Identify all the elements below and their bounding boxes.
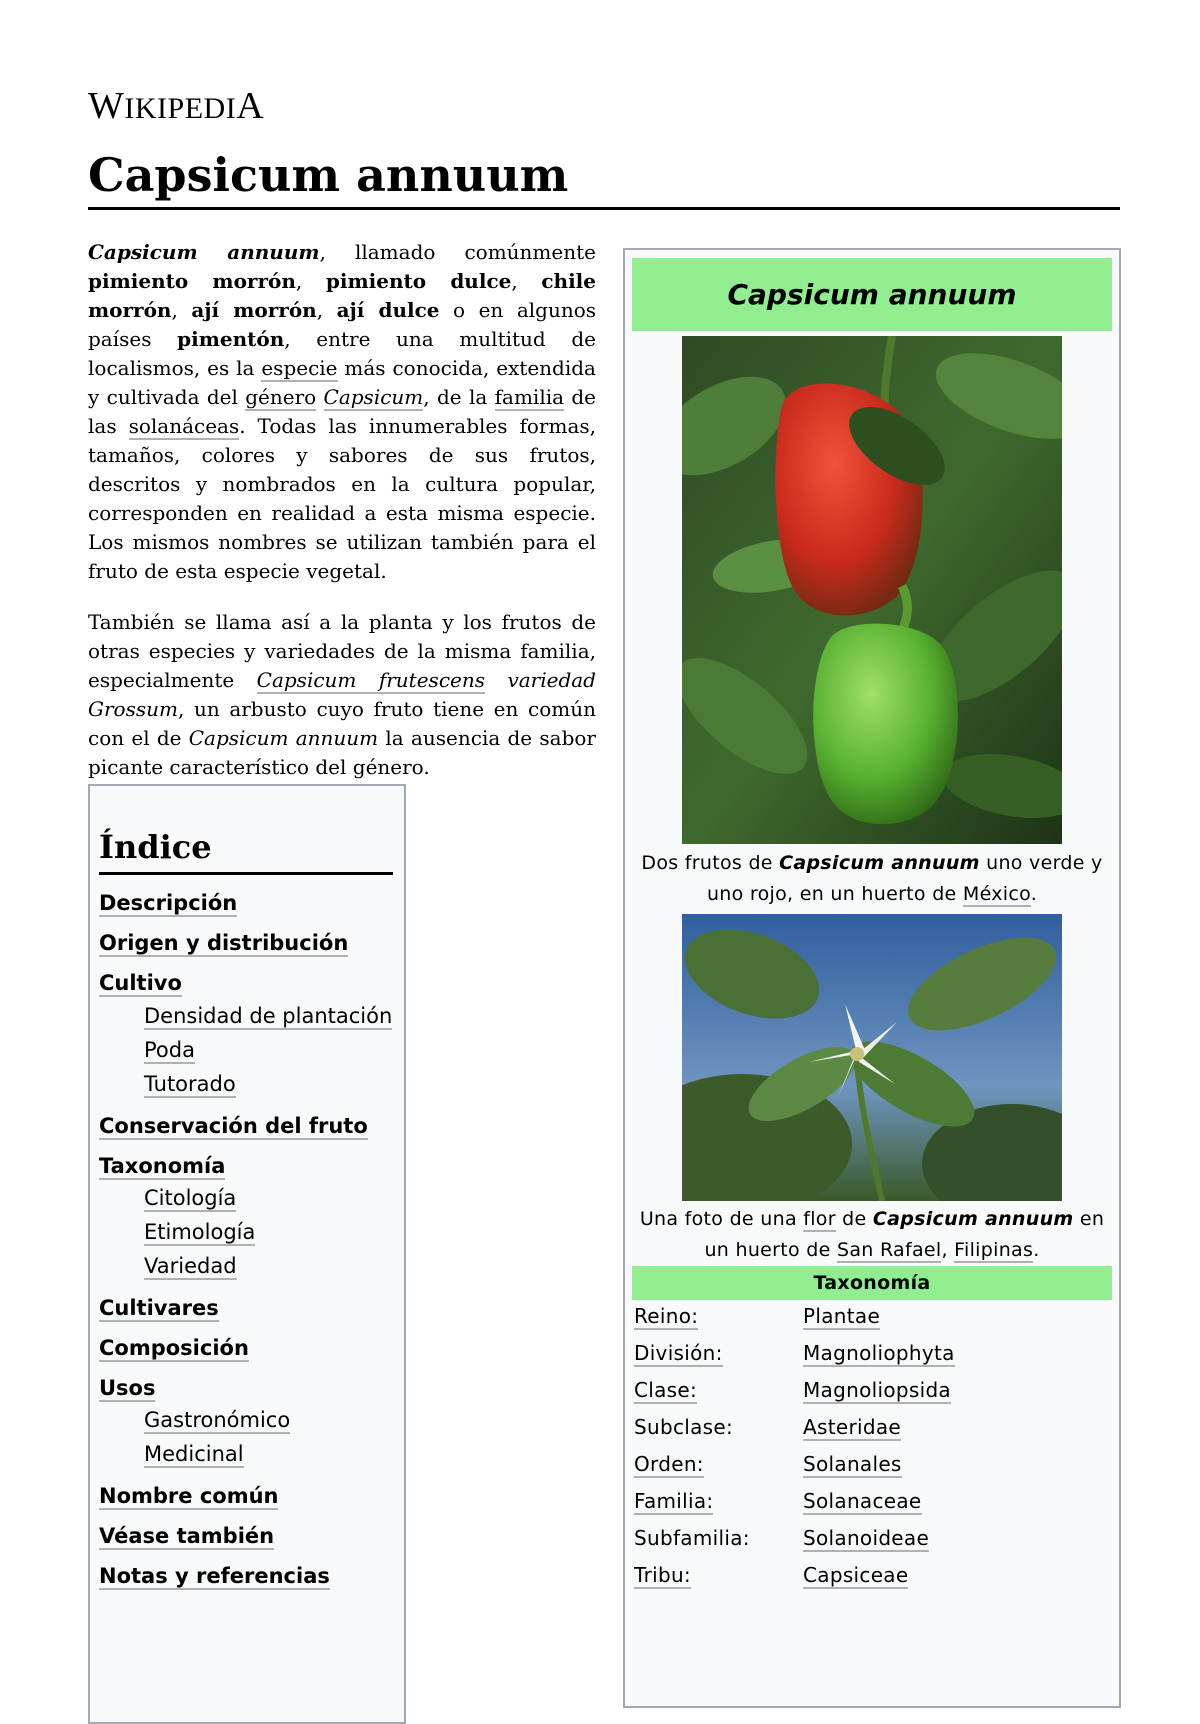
taxonomy-header: Taxonomía <box>632 1266 1112 1300</box>
link-capsicum-frutescens[interactable]: Capsicum frutescens <box>256 668 485 692</box>
toc-item-usos[interactable]: Usos <box>99 1376 156 1400</box>
toc-item-notas-y-referencias[interactable]: Notas y referencias <box>99 1564 330 1588</box>
taxonomy-rank-label: Subfamilia: <box>634 1526 750 1550</box>
taxonomy-value-link[interactable]: Solanoideae <box>803 1526 930 1550</box>
toc-item-variedad[interactable]: Variedad <box>144 1254 237 1278</box>
photo-caption-flower: Una foto de una flor de Capsicum annuum en un huerto de San Rafael, Filipinas. <box>639 1208 1105 1261</box>
toc-item-taxonomia[interactable]: Taxonomía <box>99 1154 226 1178</box>
taxonomy-rank-link[interactable]: División: <box>634 1341 723 1365</box>
link-filipinas[interactable]: Filipinas <box>954 1239 1034 1261</box>
article-lead <box>88 238 596 804</box>
taxonomy-value-link[interactable]: Solanales <box>803 1452 902 1476</box>
toc-item-densidad-de-plantacion[interactable]: Densidad de plantación <box>144 1004 393 1028</box>
lead-paragraph-1: Capsicum annuum, llamado comúnmente pimiento morrón, pimiento dulce, chile morrón, ají morrón, ají dulce o en algunos países pimentón, entre una multitud de localismos, es la especie más conocida, extendida y cultivada del género Capsicum, de la familia de las solanáceas. Todas las innumerables formas, tamaños, colores y sabores de sus frutos, descritos y nombrados en la cultura popular, corresponden en realidad a esta misma especie. Los mismos nombres se utilizan también para el fruto de esta especie vegetal. <box>88 240 597 583</box>
link-mexico[interactable]: México <box>962 883 1031 905</box>
toc-divider <box>99 872 393 875</box>
taxonomy-value-link[interactable]: Plantae <box>803 1304 881 1328</box>
taxonomy-rank-link[interactable]: Familia: <box>634 1489 714 1513</box>
taxonomy-value-link[interactable]: Capsiceae <box>803 1563 909 1587</box>
link-familia[interactable]: familia <box>494 385 565 409</box>
page-title: Capsicum annuum <box>88 148 569 202</box>
taxonomy-value-link[interactable]: Magnoliophyta <box>803 1341 955 1365</box>
toc-item-cultivares[interactable]: Cultivares <box>99 1296 219 1320</box>
toc-item-vease-tambien[interactable]: Véase también <box>99 1524 275 1548</box>
taxonomy-rank-link[interactable]: Orden: <box>634 1452 704 1476</box>
toc-item-gastronomico[interactable]: Gastronómico <box>144 1408 291 1432</box>
toc-item-origen-y-distribucion[interactable]: Origen y distribución <box>99 931 349 955</box>
title-divider <box>88 207 1120 210</box>
taxonomy-value-link[interactable]: Magnoliopsida <box>803 1378 951 1402</box>
table-of-contents <box>88 784 406 1724</box>
species-infobox <box>623 248 1121 1708</box>
taxonomy-value-link[interactable]: Asteridae <box>803 1415 901 1439</box>
toc-title: Índice <box>99 828 212 866</box>
taxonomy-rank-link[interactable]: Reino: <box>634 1304 699 1328</box>
toc-item-cultivo[interactable]: Cultivo <box>99 971 182 995</box>
toc-item-nombre-comun[interactable]: Nombre común <box>99 1484 279 1508</box>
toc-item-medicinal[interactable]: Medicinal <box>144 1442 244 1466</box>
link-genero[interactable]: género <box>245 385 317 409</box>
link-san-rafael[interactable]: San Rafael <box>836 1239 942 1261</box>
toc-item-tutorado[interactable]: Tutorado <box>144 1072 236 1096</box>
photo-caption-fruits: Dos frutos de Capsicum annuum uno verde y uno rojo, en un huerto de México. <box>641 852 1103 905</box>
taxonomy-rank-link[interactable]: Clase: <box>634 1378 698 1402</box>
infobox-title: Capsicum annuum <box>632 258 1112 331</box>
link-solanaceas[interactable]: solanáceas <box>128 414 240 438</box>
taxonomy-value-link[interactable]: Solanaceae <box>803 1489 922 1513</box>
toc-item-descripcion[interactable]: Descripción <box>99 891 238 915</box>
link-flor[interactable]: flor <box>803 1208 836 1230</box>
toc-item-conservacion-del-fruto[interactable]: Conservación del fruto <box>99 1114 368 1138</box>
lead-paragraph-2: También se llama así a la planta y los frutos de otras especies y variedades de la misma familia, especialmente Capsicum frutescens variedad Grossum, un arbusto cuyo fruto tiene en común con el de Capsicum annuum la ausencia de sabor picante característico del género. <box>88 610 596 779</box>
link-capsicum[interactable]: Capsicum <box>323 385 424 409</box>
toc-item-etimologia[interactable]: Etimología <box>144 1220 256 1244</box>
taxonomy-rank-link[interactable]: Tribu: <box>634 1563 691 1587</box>
toc-item-composicion[interactable]: Composición <box>99 1336 249 1360</box>
pepper-fruits-photo[interactable] <box>682 336 1062 844</box>
toc-item-citologia[interactable]: Citología <box>144 1186 237 1210</box>
pepper-flower-photo[interactable] <box>682 914 1062 1201</box>
link-especie[interactable]: especie <box>261 356 338 380</box>
taxonomy-rank-label: Subclase: <box>634 1415 734 1439</box>
wikipedia-logo: WIKIPEDIA <box>88 85 265 127</box>
toc-item-poda[interactable]: Poda <box>144 1038 195 1062</box>
